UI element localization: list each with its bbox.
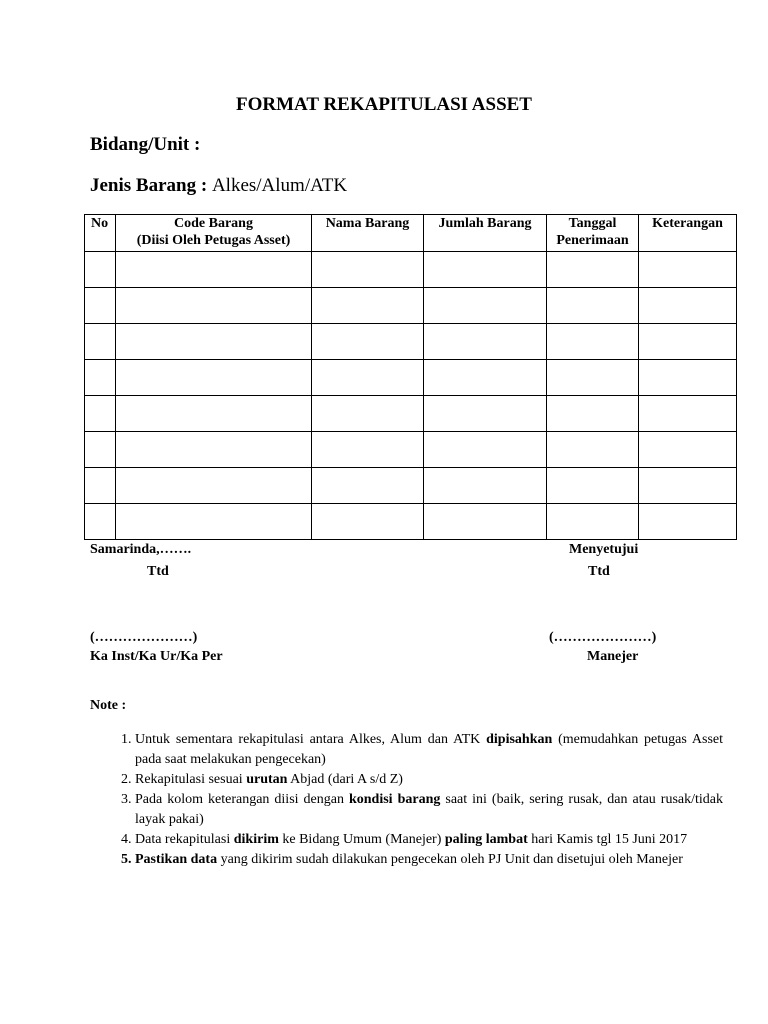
table-cell[interactable] (547, 396, 639, 432)
note-text: saat ini (baik, sering rusak, dan atau rusak/tidak layak pakai) (135, 792, 724, 827)
list-item (135, 830, 723, 850)
table-cell[interactable] (639, 252, 737, 288)
header-nama-barang: Nama Barang (312, 215, 424, 252)
table-row (85, 468, 737, 504)
table-cell[interactable] (424, 288, 547, 324)
note-emphasis: dipisahkan (486, 732, 553, 747)
sign-right-ttd: Ttd (588, 564, 610, 579)
table-cell[interactable] (424, 468, 547, 504)
table-row (85, 252, 737, 288)
table-row (85, 504, 737, 540)
table-cell[interactable] (116, 360, 312, 396)
table-row (85, 324, 737, 360)
table-cell[interactable] (547, 360, 639, 396)
table-cell[interactable] (116, 432, 312, 468)
header-keterangan: Keterangan (639, 215, 737, 252)
sign-left-blank: (…………………) (90, 630, 198, 645)
sign-left-role: Ka Inst/Ka Ur/Ka Per (90, 649, 223, 664)
table-cell[interactable] (85, 324, 116, 360)
table-cell[interactable] (116, 468, 312, 504)
sign-left-ttd: Ttd (147, 564, 169, 579)
table-cell[interactable] (424, 432, 547, 468)
note-text: hari Kamis tgl 15 Juni 2017 (527, 832, 688, 847)
header-code-line1: Code Barang (174, 216, 253, 231)
sign-right-approve: Menyetujui (569, 542, 639, 557)
table-cell[interactable] (116, 324, 312, 360)
sign-right-blank: (…………………) (549, 630, 657, 645)
sign-place-date: Samarinda,……. (90, 542, 192, 557)
table-cell[interactable] (639, 432, 737, 468)
table-cell[interactable] (312, 252, 424, 288)
table-cell[interactable] (312, 360, 424, 396)
table-header-row (85, 215, 737, 252)
sign-right-role: Manejer (587, 649, 639, 664)
table-cell[interactable] (312, 504, 424, 540)
table-body (85, 252, 737, 540)
header-tanggal-line2: Penerimaan (556, 233, 629, 248)
note-emphasis: urutan (246, 772, 288, 787)
note-text: Pada kolom keterangan diisi dengan (135, 792, 349, 807)
table-cell[interactable] (85, 360, 116, 396)
table-cell[interactable] (312, 432, 424, 468)
header-jumlah-barang: Jumlah Barang (424, 215, 547, 252)
table-cell[interactable] (639, 504, 737, 540)
table-cell[interactable] (85, 504, 116, 540)
list-item (135, 730, 723, 770)
table-cell[interactable] (312, 324, 424, 360)
table-cell[interactable] (85, 468, 116, 504)
table-cell[interactable] (312, 468, 424, 504)
table-cell[interactable] (312, 396, 424, 432)
header-tanggal-line1: Tanggal (568, 216, 617, 231)
table-cell[interactable] (639, 468, 737, 504)
table-cell[interactable] (547, 468, 639, 504)
jenis-barang-label: Jenis Barang : (90, 175, 208, 196)
table-cell[interactable] (312, 288, 424, 324)
notes-list (90, 730, 723, 870)
bidang-unit-field (90, 134, 200, 156)
table-cell[interactable] (547, 432, 639, 468)
note-text: ke Bidang Umum (Manejer) (278, 832, 445, 847)
list-item (135, 850, 723, 870)
table-cell[interactable] (547, 288, 639, 324)
note-text: Data rekapitulasi (135, 832, 234, 847)
table-cell[interactable] (116, 288, 312, 324)
table-row (85, 288, 737, 324)
table-cell[interactable] (85, 396, 116, 432)
note-emphasis: Pastikan data (135, 852, 218, 867)
note-emphasis: paling lambat (444, 832, 528, 847)
table-cell[interactable] (639, 288, 737, 324)
page-title: FORMAT REKAPITULASI ASSET (236, 94, 532, 115)
jenis-barang-field (90, 175, 347, 197)
list-item (135, 770, 723, 790)
note-emphasis: dikirim (233, 832, 279, 847)
table-cell[interactable] (639, 396, 737, 432)
note-label: Note : (90, 698, 127, 713)
note-text: yang dikirim sudah dilakukan pengecekan oleh PJ Unit dan disetujui oleh Manejer (217, 852, 683, 867)
table-cell[interactable] (85, 288, 116, 324)
table-row (85, 360, 737, 396)
note-emphasis: kondisi barang (348, 792, 441, 807)
table-cell[interactable] (424, 252, 547, 288)
jenis-barang-value: Alkes/Alum/ATK (211, 175, 348, 196)
table-row (85, 396, 737, 432)
note-text: Abjad (dari A s/d Z) (287, 772, 403, 787)
table-row (85, 432, 737, 468)
table-cell[interactable] (116, 252, 312, 288)
note-text: (memudahkan petugas Asset pada saat melakukan pengecekan) (135, 732, 723, 767)
note-text: Untuk sementara rekapitulasi antara Alkes, Alum dan ATK (135, 732, 487, 747)
table-cell[interactable] (547, 504, 639, 540)
note-text: Rekapitulasi sesuai (135, 772, 247, 787)
table-cell[interactable] (424, 504, 547, 540)
header-code-barang (116, 215, 312, 252)
table-cell[interactable] (424, 396, 547, 432)
rekap-table (84, 214, 737, 540)
header-code-line2: (Diisi Oleh Petugas Asset) (136, 233, 291, 248)
table-cell[interactable] (116, 504, 312, 540)
list-item (135, 790, 723, 830)
table-cell[interactable] (639, 360, 737, 396)
table-cell[interactable] (547, 324, 639, 360)
table-cell[interactable] (85, 252, 116, 288)
header-tanggal-penerimaan (547, 215, 639, 252)
table-cell[interactable] (547, 252, 639, 288)
table-cell[interactable] (116, 396, 312, 432)
table-cell[interactable] (639, 324, 737, 360)
bidang-unit-label: Bidang/Unit : (90, 134, 201, 155)
header-no: No (85, 215, 116, 252)
table-cell[interactable] (424, 360, 547, 396)
table-cell[interactable] (85, 432, 116, 468)
table-cell[interactable] (424, 324, 547, 360)
